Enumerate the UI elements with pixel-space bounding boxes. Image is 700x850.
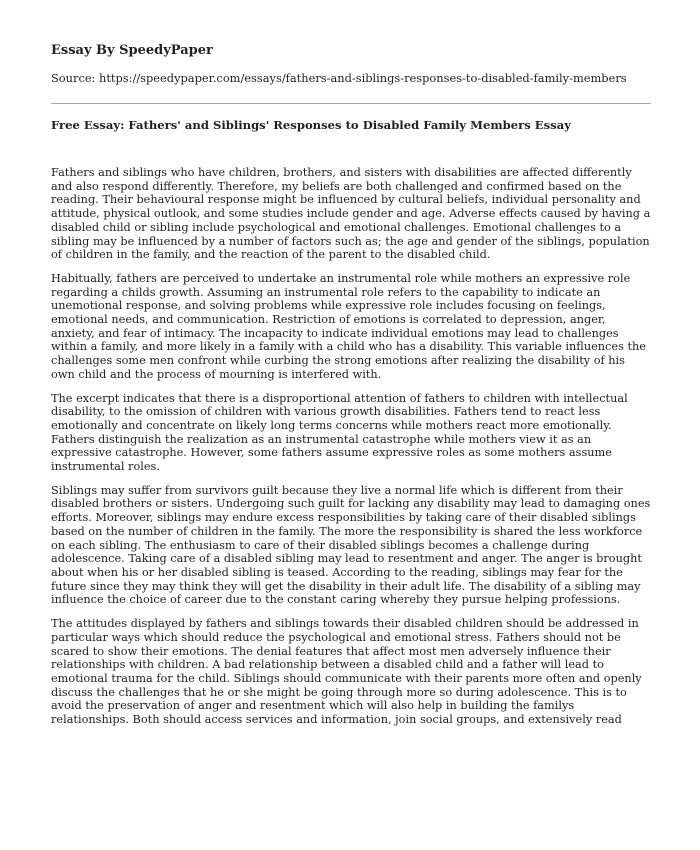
- essay-paragraph-2: Habitually, fathers are perceived to undertake an instrumental role while mothers an expressive role regarding a childs growth. Assuming an instrumental role refers to the capability to indicate an unemotional response, and solving problems while expressive role includes focusing on feelings, emotional needs, and communication. Restriction of emotions is correlated to depression, anger, anxiety, and fear of intimacy. The incapacity to indicate individual emotions may lead to challenges within a family, and more likely in a family with a child who has a disability. This variable influences the challenges some men confront while curbing the strong emotions after realizing the disability of his own child and the process of mourning is interfered with.: [51, 271, 646, 381]
- essay-paragraph-5: The attitudes displayed by fathers and siblings towards their disabled children should be addressed in particular ways which should reduce the psychological and emotional stress. Fathers should not be scared to show their emotions. The denial features that affect most men adversely influence their relationships with children. A bad relationship between a disabled child and a father will lead to emotional trauma for the child. Siblings should communicate with their parents more often and openly discuss the challenges that he or she might be going through more so during adolescence. This is to avoid the preservation of anger and resentment which will also help in building the familys relationships. Both should access services and information, join social groups, and extensively read: [51, 617, 642, 727]
- essay-paragraph-4: Siblings may suffer from survivors guilt because they live a normal life which is different from their disabled brothers or sisters. Undergoing such guilt for lacking any disability may lead to damaging ones efforts. Moreover, siblings may endure excess responsibilities by taking care of their disabled siblings based on the number of children in the family. The more the responsibility is shared the less workforce on each sibling. The enthusiasm to care of their disabled siblings becomes a challenge during adolescence. Taking care of a disabled sibling may lead to resentment and anger. The anger is brought about when his or her disabled sibling is teased. According to the reading, siblings may fear for the future since they may think they will get the disability in their adult life. The disability of a sibling may influence the choice of career due to the constant caring whereby they pursue helping professions.: [51, 483, 651, 607]
- source-link[interactable]: Source: https://speedypaper.com/essays/fathers-and-siblings-responses-to-disabled-family-members: [51, 71, 627, 85]
- essay-title: Free Essay: Fathers' and Siblings' Responses to Disabled Family Members Essay: [51, 118, 571, 132]
- essay-paragraph-3: The excerpt indicates that there is a disproportional attention of fathers to children with intellectual disability, to the omission of children with various growth disabilities. Fathers tend to react less emotionally and concentrate on likely long terms concerns while mothers react more emotionally. Fathers distinguish the realization as an instrumental catastrophe while mothers view it as an expressive catastrophe. However, some fathers assume expressive roles as some mothers assume instrumental roles.: [51, 391, 628, 474]
- site-title: Essay By SpeedyPaper: [51, 43, 213, 58]
- essay-paragraph-1: Fathers and siblings who have children, brothers, and sisters with disabilities are affected differently and also respond differently. Therefore, my beliefs are both challenged and confirmed based on the reading. Their behavioural response might be influenced by cultural beliefs, individual personality and attitude, physical outlook, and some studies include gender and age. Adverse effects caused by having a disabled child or sibling include psychological and emotional challenges. Emotional challenges to a sibling may be influenced by a number of factors such as; the age and gender of the siblings, population of children in the family, and the reaction of the parent to the disabled child.: [51, 166, 651, 262]
- essay-body: [51, 166, 651, 727]
- header-divider: [51, 103, 651, 104]
